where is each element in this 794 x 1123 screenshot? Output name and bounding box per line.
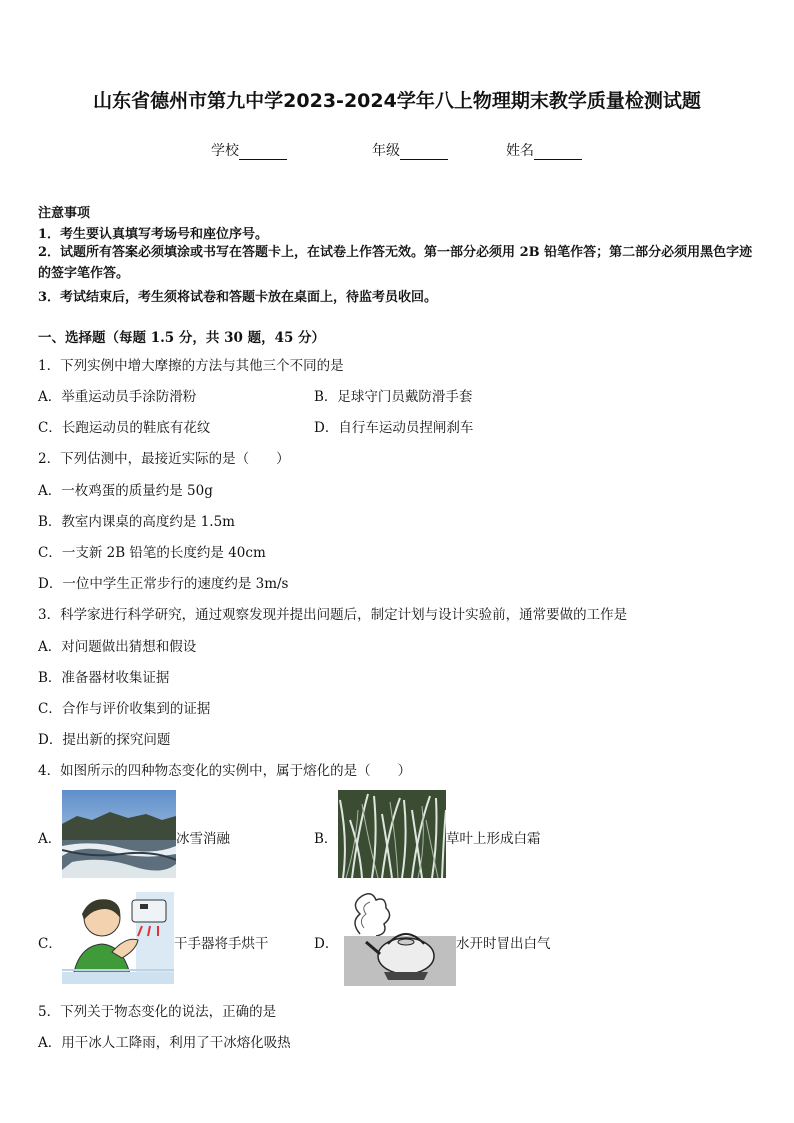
option: C．一支新 2B 铅笔的长度约是 40cm <box>38 545 266 561</box>
option-caption: 水开时冒出白气 <box>456 936 551 952</box>
school-blank <box>239 145 287 160</box>
option: A．对问题做出猜想和假设 <box>38 639 197 655</box>
option: B．准备器材收集证据 <box>38 670 170 686</box>
option: C．合作与评价收集到的证据 <box>38 701 211 717</box>
question-stem: 2．下列估测中，最接近实际的是（ ） <box>38 451 290 467</box>
snow-melting-photo <box>62 790 176 878</box>
option: B．足球守门员戴防滑手套 <box>314 389 473 405</box>
option-caption: 冰雪消融 <box>176 831 230 847</box>
option: D．自行车运动员捏闸刹车 <box>314 420 474 436</box>
option: A．举重运动员手涂防滑粉 <box>38 389 197 405</box>
section-heading: 一、选择题（每题 1.5 分，共 30 题，45 分） <box>38 330 326 346</box>
option: C．长跑运动员的鞋底有花纹 <box>38 420 211 436</box>
grade-label: 年级 <box>372 143 400 159</box>
question-stem: 1．下列实例中增大摩擦的方法与其他三个不同的是 <box>38 358 344 374</box>
option-letter: C． <box>38 936 62 952</box>
grade-blank <box>400 145 448 160</box>
notice-item: 2．试题所有答案必须填涂或书写在答题卡上，在试卷上作答无效。第一部分必须用 2B 铅笔作答；第二部分必须用黑色字迹的签字笔作答。 <box>38 245 753 281</box>
school-label: 学校 <box>211 143 239 159</box>
page-title: 山东省德州市第九中学2023-2024学年八上物理期末教学质量检测试题 <box>93 90 701 112</box>
option-caption: 干手器将手烘干 <box>174 936 269 952</box>
grade-field <box>372 140 448 160</box>
option: A．一枚鸡蛋的质量约是 50g <box>38 483 213 499</box>
name-blank <box>534 145 582 160</box>
option: D．一位中学生正常步行的速度约是 3m/s <box>38 576 289 592</box>
option-caption: 草叶上形成白霜 <box>446 831 541 847</box>
notice-item: 3．考试结束后，考生须将试卷和答题卡放在桌面上，待监考员收回。 <box>38 290 438 305</box>
option-letter: B． <box>314 831 338 847</box>
hand-dryer-illustration <box>62 892 174 984</box>
option: B．教室内课桌的高度约是 1.5m <box>38 514 235 530</box>
name-label: 姓名 <box>506 143 534 159</box>
notice-item: 1．考生要认真填写考场号和座位序号。 <box>38 227 269 242</box>
school-field <box>211 140 287 160</box>
option-letter: A． <box>38 831 62 847</box>
option: D．提出新的探究问题 <box>38 732 171 748</box>
option-letter: D． <box>314 936 339 952</box>
frost-grass-photo <box>338 790 446 878</box>
question-stem: 5．下列关于物态变化的说法，正确的是 <box>38 1004 277 1020</box>
kettle-steam-illustration <box>344 890 456 986</box>
name-field <box>506 140 582 160</box>
question-stem: 3．科学家进行科学研究，通过观察发现并提出问题后，制定计划与设计实验前，通常要做的工作是 <box>38 607 628 623</box>
option: A．用干冰人工降雨，利用了干冰熔化吸热 <box>38 1035 291 1051</box>
question-stem: 4．如图所示的四种物态变化的实例中，属于熔化的是（ ） <box>38 763 412 779</box>
notice-heading: 注意事项 <box>38 206 91 221</box>
